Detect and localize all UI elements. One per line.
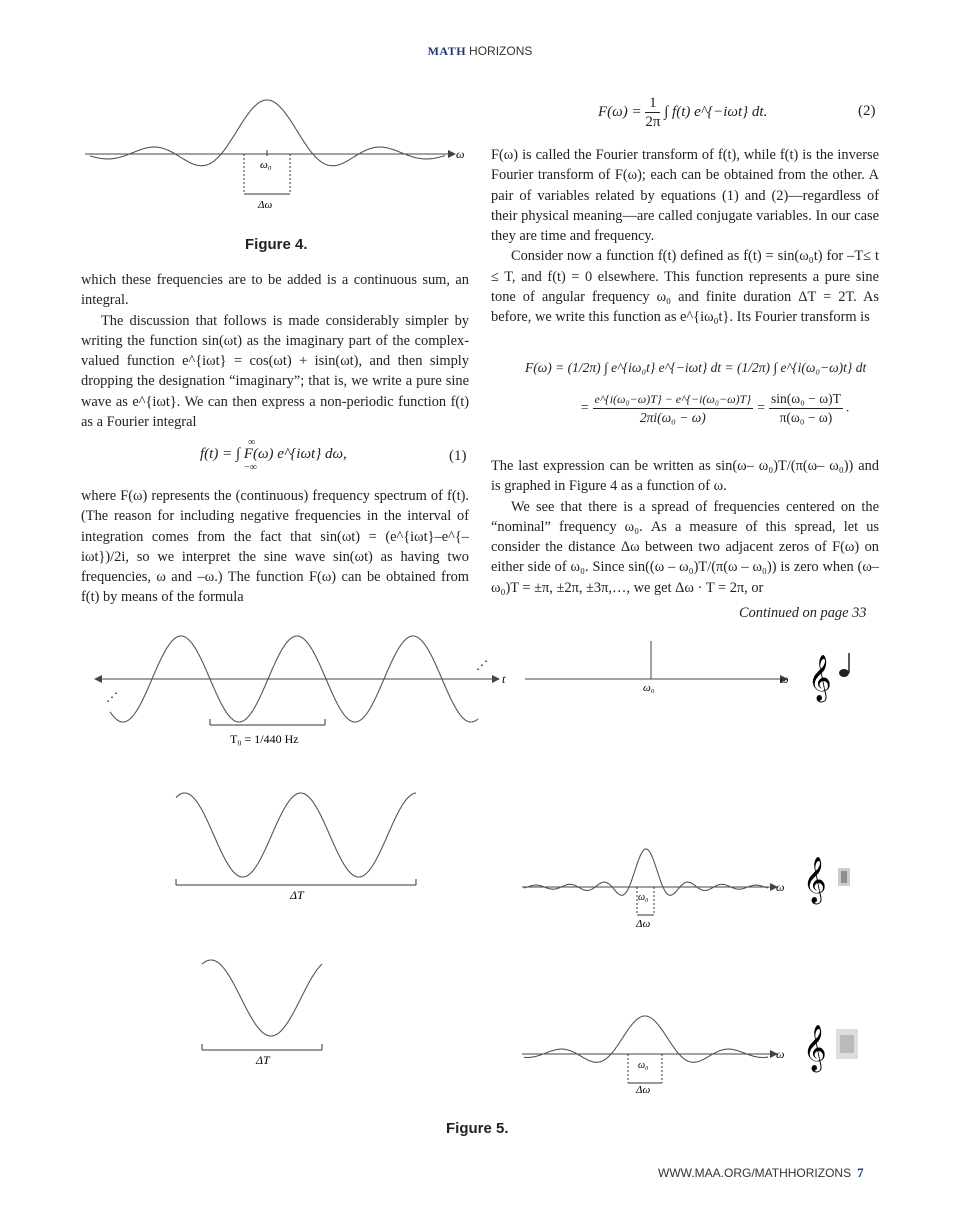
equation-3-line-1: F(ω) = (1/2π) ∫ e^{iω₀t} e^{−iωt} dt = (1/2π) ∫ e^{i(ω₀−ω)t} dt: [525, 360, 867, 375]
running-header: [0, 44, 960, 59]
equation-3-frac-1-den: 2πi(ω₀ − ω): [639, 410, 706, 425]
equation-1-lower-limit: −∞: [244, 462, 257, 473]
fig5-label-deltaT-2: ΔT: [256, 1053, 270, 1067]
fig5-time-axis-arrow-right: [492, 675, 500, 683]
equation-1-upper-limit: ∞: [248, 437, 256, 448]
fig5-label-t: t: [502, 672, 506, 686]
fig5-label-delta-omega-3: Δω: [636, 1084, 651, 1096]
fig5-dots-right: ⋰: [476, 658, 488, 672]
fig5-label-omega-1: ω: [780, 672, 789, 686]
equation-1-number: (1): [449, 448, 467, 464]
figure-5-caption: Figure 5.: [446, 1120, 509, 1137]
left-paragraph-3: where F(ω) represents the (continuous) frequency spectrum of f(t). (The reason for including negative frequencies in the interval of integration comes from the fact that sin(ωt) = (e^{iωt}–e^{–iωt})/2i, so we interpret the sine wave sin(ωt) as having two frequencies, ω and –ω.) The function F(ω) can be obtained from f(t) by means of the formula: [81, 488, 469, 606]
fig4-label-omega: ω: [456, 147, 465, 161]
equation-3: [525, 360, 866, 427]
fig4-axis-arrow: [448, 150, 456, 158]
right-column-lower: [491, 456, 879, 598]
fig5-label-omega-3: ω: [776, 1047, 785, 1061]
fig5-label-omega0-1: ω₀: [643, 682, 655, 694]
equation-3-frac-2: [769, 390, 843, 427]
left-column-lower: [81, 486, 469, 608]
fig5-time-axis-arrow-left: [94, 675, 102, 683]
equation-2-lhs: F(ω) =: [598, 103, 642, 120]
svg-text:𝄞: 𝄞: [803, 1025, 827, 1070]
equation-3-frac-2-num: sin(ω₀ − ω)T: [769, 390, 843, 409]
fig5-label-omega0-2: ω₀: [638, 892, 649, 903]
equation-2-fraction-den: 2π: [645, 114, 661, 130]
fig5-label-omega-2: ω: [776, 880, 785, 894]
left-column: [81, 270, 469, 432]
equation-3-frac-1-num: e^{i(ω₀−ω)T} − e^{−i(ω₀−ω)T}: [593, 390, 754, 409]
fig5-sine-short: [202, 960, 322, 1036]
left-paragraph-1: which these frequencies are to be added is a continuous sum, an integral.: [81, 272, 469, 309]
treble-clef-cluster-icon-wide: [803, 1025, 858, 1073]
figure-4: [80, 90, 480, 220]
right-paragraph-3: The last expression can be written as sin(ω– ω₀)T/(π(ω– ω₀)) and is graphed in Figure 4 as a function of ω.: [491, 458, 879, 495]
page-footer: [658, 1165, 864, 1181]
fig4-label-delta-omega: Δω: [258, 199, 273, 211]
fig4-label-omega0: ω₀: [260, 159, 272, 171]
equation-2-fraction-num: 1: [645, 94, 660, 113]
fig5-label-delta-omega-2: Δω: [636, 918, 651, 930]
equation-2-fraction: [645, 94, 660, 131]
svg-text:𝄞: 𝄞: [808, 655, 832, 700]
treble-clef-note-icon: [808, 653, 849, 703]
continued-note: Continued on page 33: [739, 605, 867, 621]
right-column: [491, 145, 879, 328]
header-brand-horizons: HORIZONS: [469, 44, 533, 58]
equation-2-number: (2): [858, 103, 876, 119]
equation-3-frac-1: [593, 390, 754, 427]
equation-1: [200, 437, 347, 473]
right-paragraph-1: F(ω) is called the Fourier transform of f(t), while f(t) is the inverse Fourier transform of F(ω); each can be obtained from the other. A pair of variables related by equations (1) and (2)—regardless of their physical meaning—are called conjugate variables. In our case they are time and frequency.: [491, 147, 879, 245]
footer-url[interactable]: WWW.MAA.ORG/MATHHORIZONS: [658, 1166, 852, 1180]
right-paragraph-4: We see that there is a spread of frequencies centered on the “nominal” frequency ω₀. As a measure of this spread, let us consider the distance Δω between two adjacent zeros of F(ω) on either side of ω₀. Since sin((ω – ω₀)T/(π(ω – ω₀)) is zero when (ω– ω₀)T = ±π, ±2π, ±3π,…, we get Δω · T = 2π, or: [491, 498, 879, 596]
figure-4-caption: Figure 4.: [245, 236, 308, 253]
page-number: 7: [857, 1165, 864, 1180]
equation-1-text: f(t) = ∫ F(ω) e^{iωt} dω,: [200, 446, 347, 462]
fig5-sine-medium: [176, 793, 416, 877]
fig5-sinc-narrow: [524, 849, 768, 895]
svg-text:𝄞: 𝄞: [803, 857, 827, 902]
fig5-label-omega0-3: ω₀: [638, 1060, 649, 1071]
equation-3-line-2: = $\frac{\text{e\textasciicircum{}\{i(ω₀−ω)T\} − e\textasciicircum{}\{−i(ω₀−ω)T\}}}{\text{2πi(ω₀ − ω)}}$ = $\frac{\text{sin(ω₀ − ω)T}}{\text{π(ω₀ − ω)}}$ .: [580, 391, 850, 425]
fig5-label-T0: T₀ = 1/440 Hz: [230, 732, 299, 746]
treble-clef-cluster-icon-narrow: [803, 857, 850, 905]
header-brand-math: MATH: [427, 44, 467, 58]
fig5-dots-left: ⋰: [106, 690, 118, 704]
equation-3-frac-2-den: π(ω₀ − ω): [779, 410, 833, 425]
figure-5: [80, 625, 880, 1105]
equation-2: [598, 94, 767, 131]
equation-2-rhs: ∫ f(t) e^{−iωt} dt.: [664, 103, 768, 120]
fig5-label-deltaT-1: ΔT: [290, 888, 304, 902]
fig5-sinc-wide: [524, 1016, 768, 1062]
left-paragraph-2: The discussion that follows is made considerably simpler by writing the function sin(ωt) as the imaginary part of the complex-valued function e^{iωt} = cos(ωt) + isin(ωt), and then simply dropping the designation “imaginary”; that is, we write a pure sine wave as e^{iωt}. We can then express a non-periodic function f(t) as a Fourier integral: [81, 312, 469, 431]
right-paragraph-2: Consider now a function f(t) defined as f(t) = sin(ω₀t) for –T≤ t ≤ T, and f(t) = 0 elsewhere. This function represents a pure sine tone of angular frequency ω₀ and finite duration ΔT = 2T. As before, we write this function as e^{iω₀t}. Its Fourier transform is: [491, 248, 879, 326]
